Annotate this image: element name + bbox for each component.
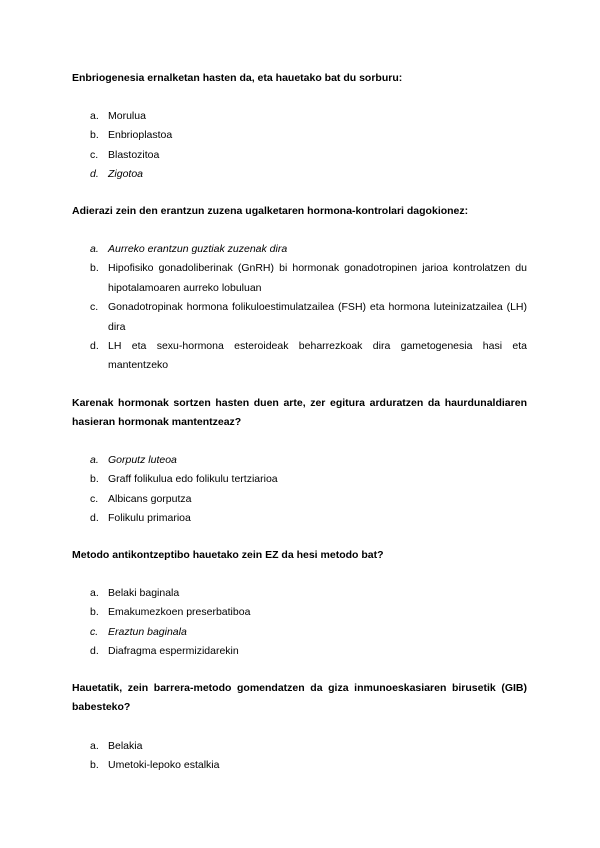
question-5-options	[90, 737, 527, 776]
option-text: Blastozitoa	[108, 148, 160, 161]
question-3: Karenak hormonak sortzen hasten duen arte, zer egitura arduratzen da haurdunaldiaren hasieran hormonak mantentzeaz?	[72, 397, 527, 428]
option-1c	[90, 146, 527, 165]
question-1: Enbriogenesia ernalketan hasten da, eta hauetako bat du sorburu:	[72, 72, 403, 84]
option-marker: a.	[90, 110, 99, 122]
option-text: LH eta sexu-hormona esteroideak beharrezkoak dira gametogenesia hasi eta mantentzeko	[108, 340, 527, 372]
option-3d	[90, 509, 527, 528]
option-2c	[90, 298, 527, 337]
option-text: Enbrioplastoa	[108, 129, 173, 142]
option-text: Graff folikulua edo folikulu tertziarioa	[108, 473, 278, 486]
option-marker: c.	[90, 492, 99, 505]
option-text: Albicans gorputza	[108, 492, 192, 505]
option-marker: a.	[90, 454, 99, 466]
option-1b	[90, 126, 527, 145]
option-5a	[90, 737, 527, 756]
option-3b	[90, 470, 527, 489]
option-text: Belakia	[108, 740, 143, 752]
option-5b	[90, 756, 527, 775]
option-marker: d.	[90, 512, 99, 525]
question-3-options	[90, 451, 527, 529]
option-text: Morulua	[108, 110, 146, 122]
option-3a	[90, 451, 527, 470]
option-marker: b.	[90, 262, 99, 275]
option-marker: b.	[90, 129, 99, 142]
option-marker: c.	[90, 148, 99, 161]
option-2b	[90, 259, 527, 298]
option-2d	[90, 337, 527, 376]
option-text: Aurreko erantzun guztiak zuzenak dira	[108, 243, 288, 255]
option-text: Eraztun baginala	[108, 625, 187, 638]
option-4c	[90, 623, 527, 642]
option-4d	[90, 642, 527, 661]
option-marker: c.	[90, 301, 99, 314]
option-text: Emakumezkoen preserbatiboa	[108, 606, 251, 619]
option-text: Belaki baginala	[108, 587, 180, 599]
option-1d	[90, 165, 527, 184]
option-marker: b.	[90, 473, 99, 486]
option-4b	[90, 603, 527, 622]
option-marker: c.	[90, 625, 99, 638]
option-marker: b.	[90, 606, 99, 619]
option-text: Hipofisiko gonadoliberinak (GnRH) bi hormonak gonadotropinen jarioa kontrolatzen du hipotalamoaren aurreko lobuluan	[108, 262, 527, 294]
option-marker: d.	[90, 645, 99, 658]
option-text: Folikulu primarioa	[108, 512, 191, 525]
option-marker: a.	[90, 740, 99, 752]
question-2: Adierazi zein den erantzun zuzena ugalketaren hormona-kontrolari dagokionez:	[72, 205, 469, 217]
option-marker: d.	[90, 340, 99, 353]
option-2a	[90, 240, 527, 259]
option-4a	[90, 584, 527, 603]
option-text: Gorputz luteoa	[108, 454, 177, 466]
question-5: Hauetatik, zein barrera-metodo gomendatzen da giza inmunoeskasiaren birusetik (GIB) babesteko?	[72, 682, 527, 713]
option-text: Diafragma espermizidarekin	[108, 645, 239, 658]
question-4: Metodo antikontzeptibo hauetako zein EZ da hesi metodo bat?	[72, 549, 384, 561]
question-1-options	[90, 107, 527, 185]
option-marker: d.	[90, 168, 99, 181]
option-text: Zigotoa	[108, 168, 144, 181]
option-1a	[90, 107, 527, 126]
option-text: Umetoki-lepoko estalkia	[108, 759, 220, 772]
option-marker: a.	[90, 243, 99, 255]
question-2-options	[90, 240, 527, 376]
option-marker: b.	[90, 759, 99, 772]
option-marker: a.	[90, 587, 99, 599]
option-text: Gonadotropinak hormona folikuloestimulatzailea (FSH) eta hormona luteinizatzailea (LH) dira	[108, 301, 527, 333]
question-4-options	[90, 584, 527, 662]
option-3c	[90, 490, 527, 509]
